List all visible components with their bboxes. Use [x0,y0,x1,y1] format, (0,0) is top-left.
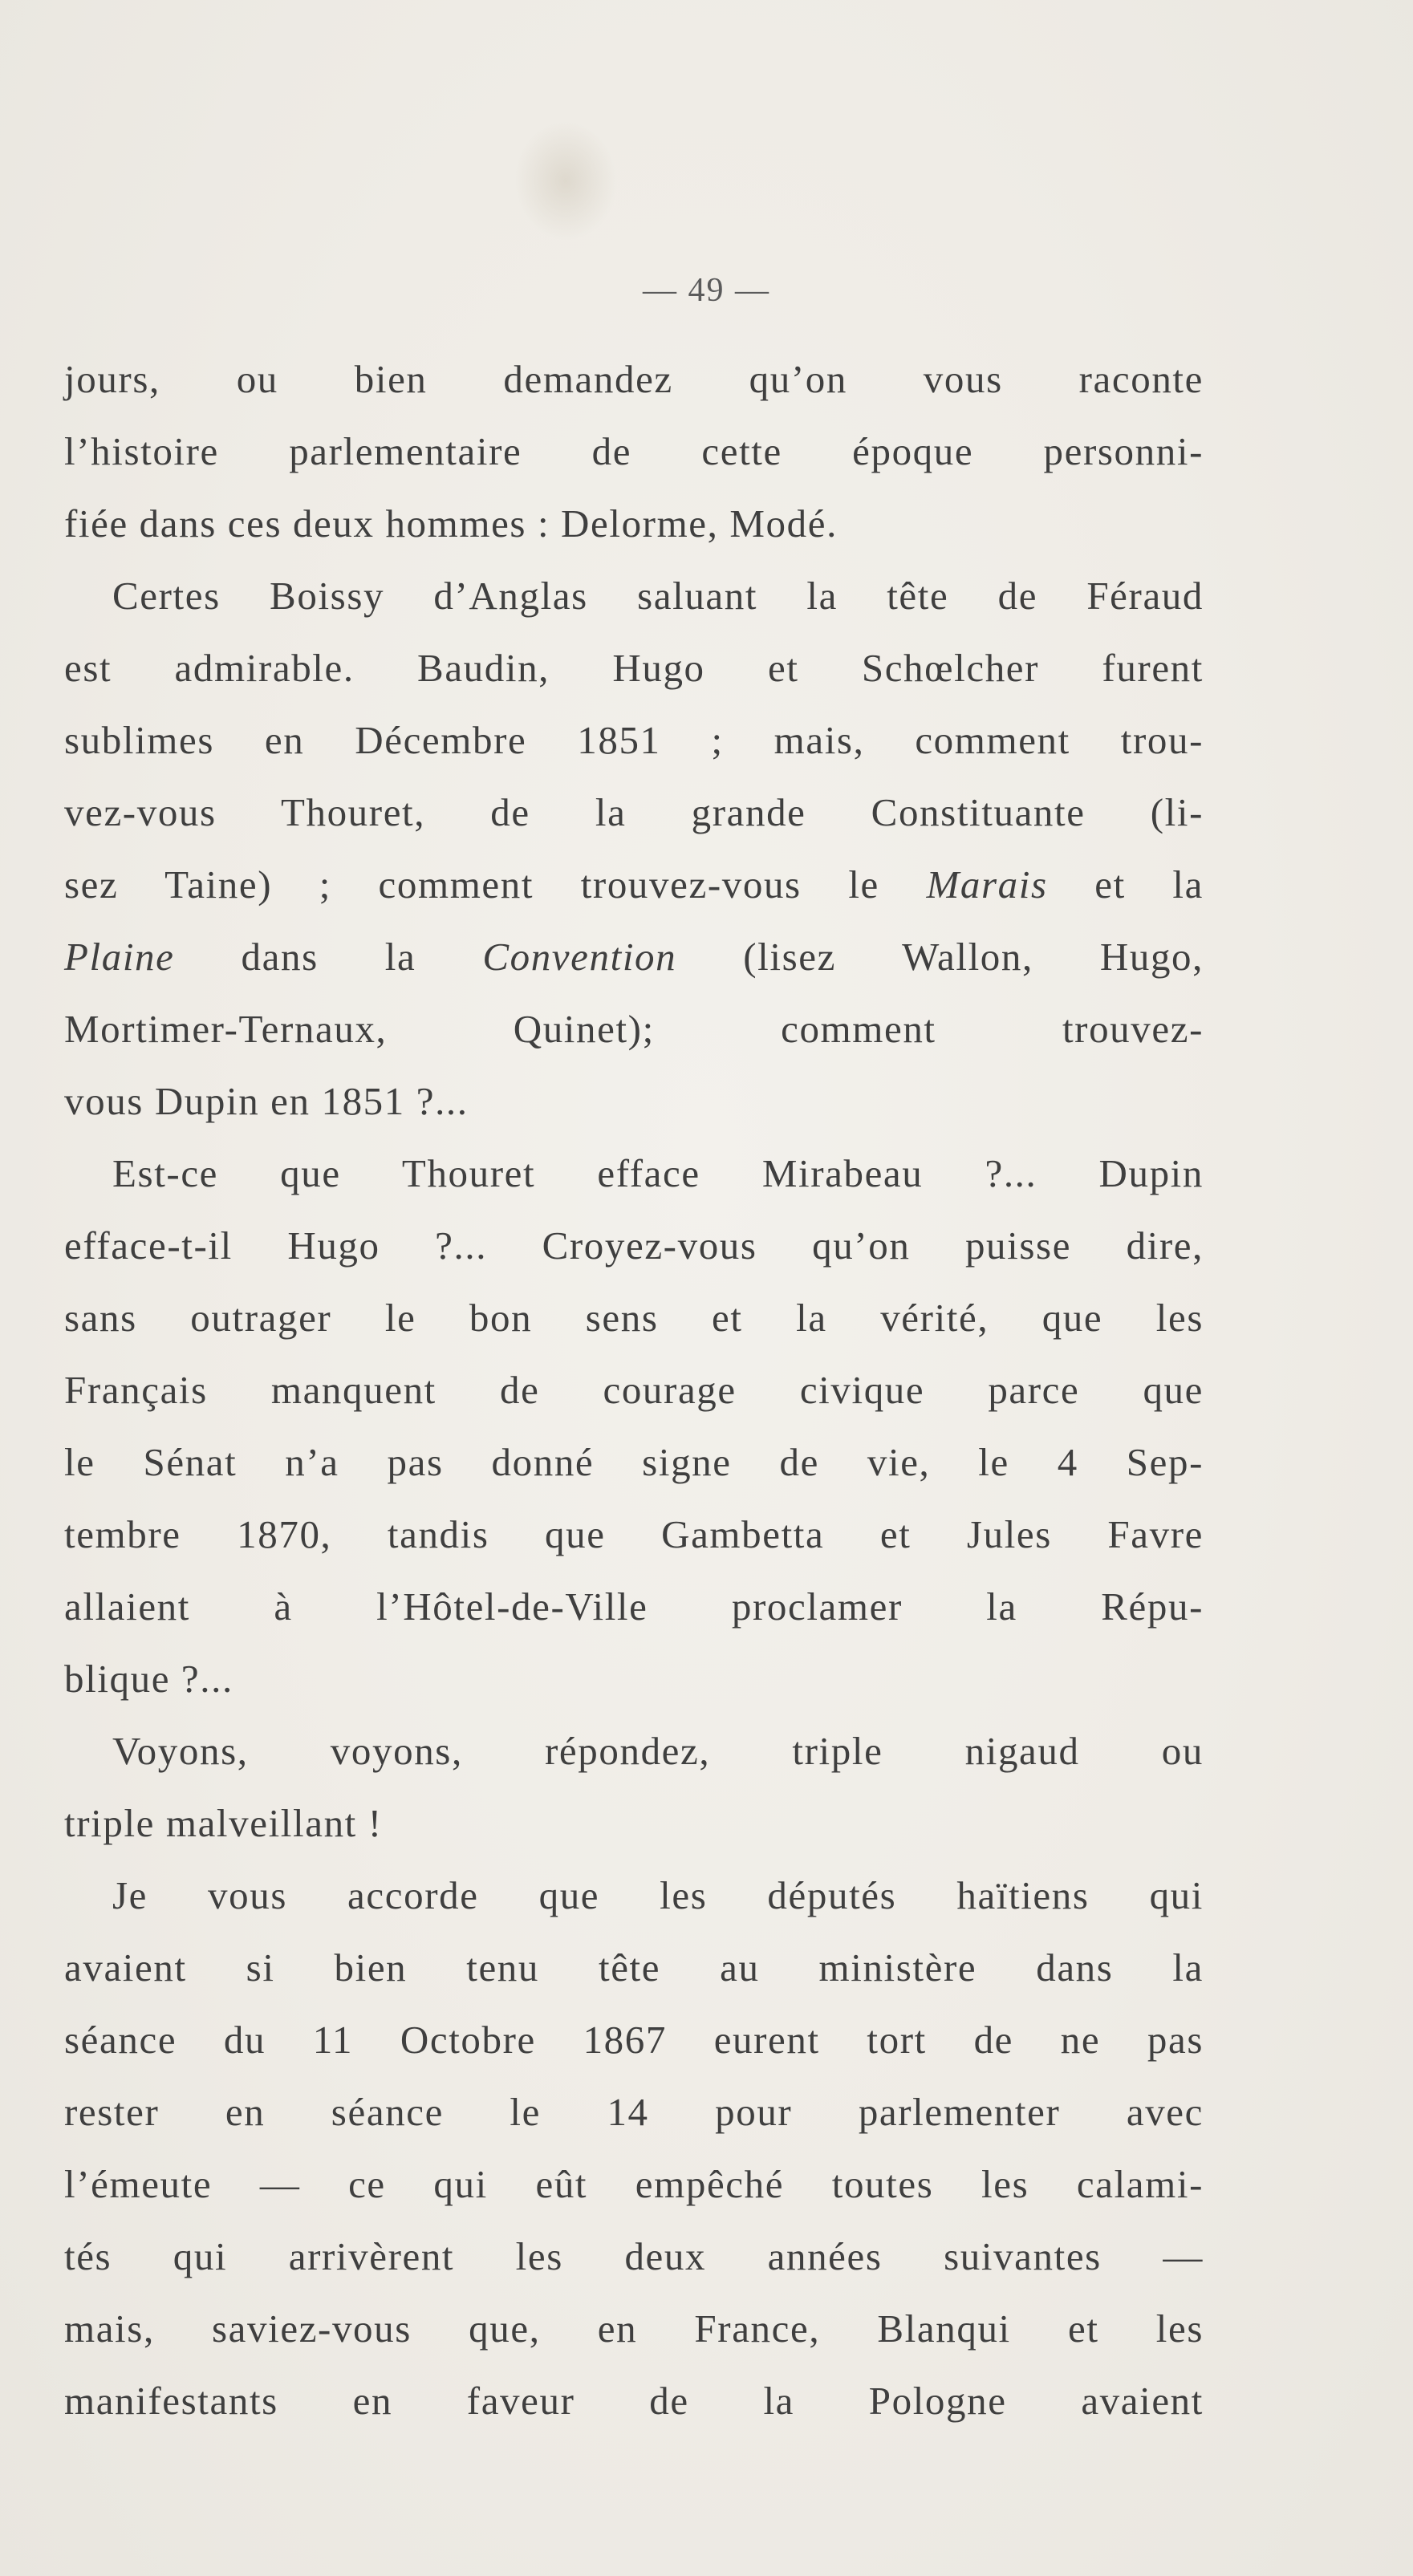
text-run: Je vous accorde que les députés haïtiens qui [112,1873,1204,1917]
text-run: avaient si bien tenu tête au ministère dans la [64,1945,1204,1990]
italic-text: Marais [926,862,1048,907]
text-run: vous Dupin en 1851 ?... [64,1079,469,1123]
text-run: séance du 11 Octobre 1867 eurent tort de ne pas [64,2018,1204,2062]
text-line [64,1354,1204,1426]
text-run: manifestants en faveur de la Pologne avaient [64,2379,1204,2423]
italic-text: Convention [482,935,677,979]
text-line [64,1571,1204,1643]
text-run: Voyons, voyons, répondez, triple nigaud ou [112,1729,1204,1773]
text-line [64,560,1204,632]
text-line [64,2076,1204,2148]
text-line [64,2365,1204,2437]
text-line [64,704,1204,777]
text-line [64,921,1204,993]
text-line [64,488,1204,560]
page-number: — 49 — [643,272,770,309]
text-run: jours, ou bien demandez qu’on vous raconte [64,357,1204,401]
text-run: sans outrager le bon sens et la vérité, que les [64,1296,1204,1340]
text-run: sublimes en Décembre 1851 ; mais, comment trou- [64,718,1204,762]
text-run: rester en séance le 14 pour parlementer avec [64,2090,1204,2134]
text-run: (lisez Wallon, Hugo, [676,935,1204,979]
text-run: et la [1047,862,1204,907]
text-line [64,1282,1204,1354]
text-run: dans la [174,935,483,979]
text-run: vez-vous Thouret, de la grande Constituante (li- [64,790,1204,834]
text-line [64,849,1204,921]
text-run: Français manquent de courage civique parce que [64,1368,1204,1412]
text-run: tembre 1870, tandis que Gambetta et Jules Favre [64,1512,1204,1556]
text-run: triple malveillant ! [64,1801,383,1845]
text-line [64,1065,1204,1138]
text-line [64,993,1204,1065]
text-line [64,1715,1204,1787]
body-text [64,343,1204,2437]
text-run: tés qui arrivèrent les deux années suivantes — [64,2234,1204,2278]
paper-stain [514,120,618,241]
text-line [64,1643,1204,1715]
text-line [64,2293,1204,2365]
text-line [64,1787,1204,1860]
text-run: Est-ce que Thouret efface Mirabeau ?... Dupin [112,1151,1204,1195]
text-run: efface-t-il Hugo ?... Croyez-vous qu’on puisse dire, [64,1223,1204,1268]
text-run: l’histoire parlementaire de cette époque personni- [64,429,1204,473]
text-run: mais, saviez-vous que, en France, Blanqui et les [64,2306,1204,2351]
text-run: fiée dans ces deux hommes : Delorme, Modé. [64,501,838,546]
text-line [64,1138,1204,1210]
text-line [64,1499,1204,1571]
text-run: Mortimer-Ternaux, Quinet); comment trouvez- [64,1007,1204,1051]
italic-text: Plaine [64,935,175,979]
text-line [64,416,1204,488]
text-line [64,777,1204,849]
text-line [64,343,1204,416]
text-line [64,1210,1204,1282]
text-line [64,1426,1204,1499]
text-run: sez Taine) ; comment trouvez-vous le [64,862,927,907]
text-line [64,1860,1204,1932]
text-run: allaient à l’Hôtel-de-Ville proclamer la Répu- [64,1584,1204,1629]
text-line [64,2221,1204,2293]
text-run: le Sénat n’a pas donné signe de vie, le 4 Sep- [64,1440,1204,1484]
text-run: l’émeute — ce qui eût empêché toutes les calami- [64,2162,1204,2206]
text-line [64,632,1204,704]
text-line [64,1932,1204,2004]
text-line [64,2148,1204,2221]
text-run: blique ?... [64,1657,233,1701]
text-run: est admirable. Baudin, Hugo et Schœlcher furent [64,646,1204,690]
text-run: Certes Boissy d’Anglas saluant la tête de Féraud [112,574,1204,618]
text-line [64,2004,1204,2076]
